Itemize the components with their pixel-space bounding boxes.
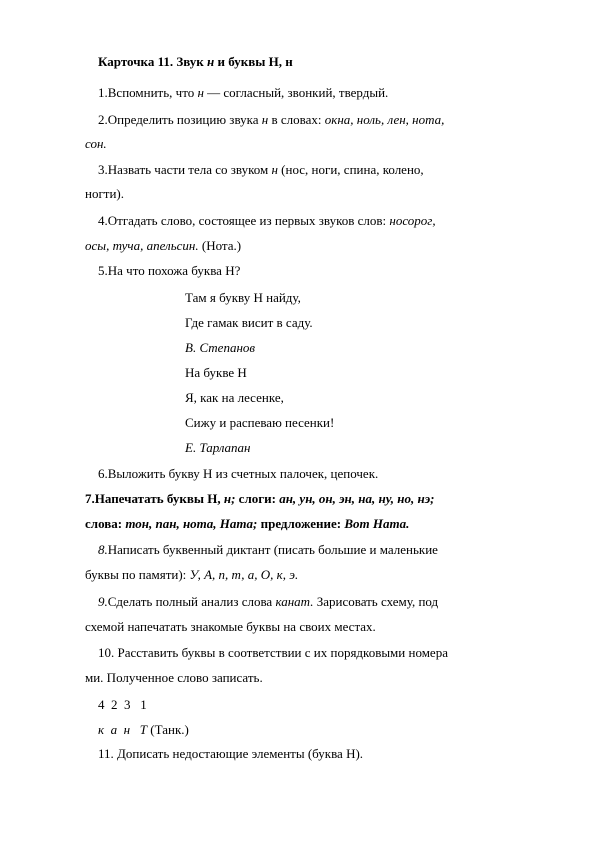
item-3-line2: ногти).	[85, 186, 125, 201]
item-11-text: Дописать недостающие элементы (буква Н).	[113, 746, 364, 761]
item-3-sound: н	[271, 162, 278, 177]
poem-2-author: Е. Тарлапан	[185, 440, 251, 455]
item-2-text: Определить позицию звука	[107, 112, 262, 127]
item-4-words-line2: осы, туча, апельсин.	[85, 238, 199, 253]
item-4-text: Отгадать слово, состоящее из первых звуков слов:	[107, 213, 390, 228]
item-10-answer: (Танк.)	[147, 722, 189, 737]
title-sound: н	[207, 54, 215, 69]
item-2-mid: в словах:	[268, 112, 325, 127]
item-2	[98, 112, 444, 128]
item-6-number: 6.	[98, 466, 108, 481]
item-10-letters: к а н Т	[98, 722, 148, 737]
item-5	[98, 263, 240, 279]
item-7-words: тон, пан, нота, Ната;	[125, 516, 258, 531]
item-9-word: канат.	[275, 594, 314, 609]
item-4	[98, 213, 436, 229]
card-title	[98, 54, 293, 70]
item-1-text: Вспомнить, что	[107, 85, 198, 100]
poem-2-line: Сижу и распеваю песенки!	[185, 415, 335, 430]
title-rest: и буквы Н, н	[214, 54, 293, 69]
item-7-syllables: ан, ун, он, эн, на, ну, но, нэ;	[279, 491, 435, 506]
item-7-sentence: Вот Ната.	[344, 516, 410, 531]
item-6-text: Выложить букву Н из счетных палочек, цепочек.	[107, 466, 379, 481]
item-8-line2	[85, 567, 298, 583]
item-3-rest: (нос, ноги, спина, колено,	[277, 162, 424, 177]
title-text: Карточка 11. Звук	[98, 54, 208, 69]
item-10	[98, 645, 448, 661]
item-2-words: окна, ноль, лен, нота,	[324, 112, 445, 127]
poem-1-line: Там я букву Н найду,	[185, 290, 301, 305]
item-7-letter: н;	[223, 491, 236, 506]
poem-2-line: На букве Н	[185, 365, 247, 380]
item-7	[85, 491, 434, 507]
item-7-number: 7.	[85, 491, 95, 506]
item-10-line2: ми. Полученное слово записать.	[85, 670, 263, 685]
item-10-numbers: 4 2 3 1	[98, 697, 147, 712]
item-3-number: 3.	[98, 162, 108, 177]
item-7-syllables-label: слоги:	[235, 491, 280, 506]
item-8	[98, 542, 438, 558]
item-4-line2	[85, 238, 241, 254]
poem-2-line: Я, как на лесенке,	[185, 390, 284, 405]
item-9-rest: Зарисовать схему, под	[313, 594, 439, 609]
item-7-line2	[85, 516, 409, 532]
item-9-line2: схемой напечатать знакомые буквы на своих местах.	[85, 619, 376, 634]
item-1-rest: — согласный, звонкий, твердый.	[203, 85, 389, 100]
item-7-text: Напечатать буквы Н,	[94, 491, 224, 506]
item-11-number: 11.	[98, 746, 114, 761]
item-7-words-label: слова:	[85, 516, 126, 531]
poem-1-author: В. Степанов	[185, 340, 256, 355]
item-3-text: Назвать части тела со звуком	[107, 162, 272, 177]
item-3	[98, 162, 424, 178]
item-9	[98, 594, 438, 610]
item-8-text: Написать буквенный диктант (писать большие и маленькие	[107, 542, 438, 557]
item-8-line2-text: буквы по памяти):	[85, 567, 190, 582]
item-9-number: 9.	[98, 594, 108, 609]
item-10-number: 10.	[98, 645, 115, 660]
item-2-words-line2: сон.	[85, 136, 107, 151]
item-11	[98, 746, 363, 762]
item-4-number: 4.	[98, 213, 108, 228]
item-1-number: 1.	[98, 85, 108, 100]
item-7-sentence-label: предложение:	[257, 516, 345, 531]
item-5-number: 5.	[98, 263, 108, 278]
item-5-text: На что похожа буква Н?	[107, 263, 241, 278]
item-8-number: 8.	[98, 542, 108, 557]
item-1-sound: н	[197, 85, 204, 100]
item-8-letters: У, А, п, т, а, О, к, э.	[189, 567, 299, 582]
poem-1-line: Где гамак висит в саду.	[185, 315, 313, 330]
item-4-words: носорог,	[389, 213, 436, 228]
item-6	[98, 466, 378, 482]
item-2-sound: н	[261, 112, 269, 127]
item-9-text: Сделать полный анализ слова	[107, 594, 276, 609]
item-4-answer: (Нота.)	[198, 238, 242, 253]
item-10-text: Расставить буквы в соответствии с их порядковыми номера	[114, 645, 448, 660]
item-1	[98, 85, 388, 101]
item-10-letters-row	[98, 722, 189, 738]
item-2-number: 2.	[98, 112, 108, 127]
